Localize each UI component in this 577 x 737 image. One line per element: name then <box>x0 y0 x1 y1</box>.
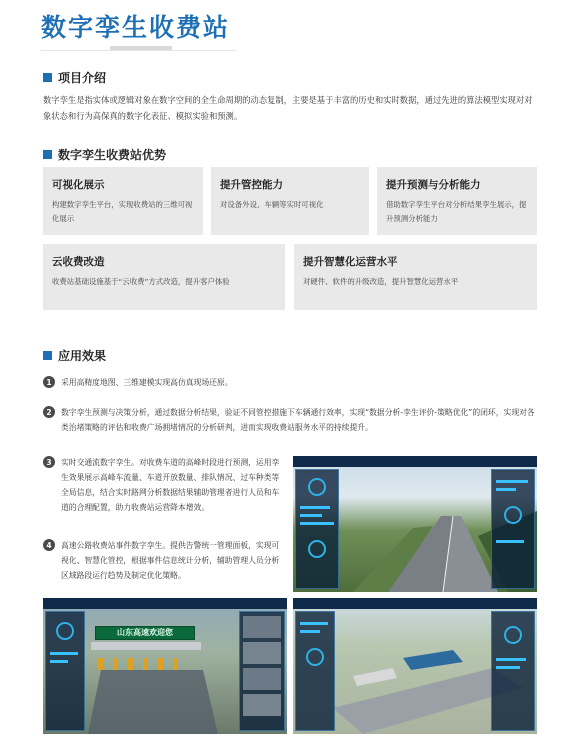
advantage-card-visualization <box>43 167 203 235</box>
left-data-panel <box>295 611 335 731</box>
stat-bar <box>496 540 524 543</box>
stat-bar <box>496 488 516 491</box>
stat-bar <box>300 622 328 625</box>
card-desc: 对硬件、软件的升级改造，提升智慧化运营水平 <box>303 277 459 286</box>
number-badge: 2 <box>43 406 55 418</box>
effect-text: 采用高精度地图、三维建模实现高仿真现场还原。 <box>61 378 233 387</box>
section-heading-advantages <box>43 146 166 163</box>
gauge-icon <box>306 648 324 666</box>
section-square-icon <box>43 351 52 360</box>
effect-item-3 <box>43 455 281 515</box>
left-data-panel <box>295 469 339 589</box>
section-square-icon <box>43 150 52 159</box>
effect-text: 高速公路收费站事件数字孪生。提供告警统一管理面板，实现可视化、智慧化管控，根据事件信息统计分析，辅助管理人员分析区域路段运行趋势及制定优化策略。 <box>61 541 280 580</box>
section-heading-text: 数字孪生收费站优势 <box>58 148 167 162</box>
camera-feed-thumbnail <box>243 694 281 716</box>
gauge-icon <box>308 540 326 558</box>
screenshot-toll-station-aerial <box>293 598 537 734</box>
number-badge: 3 <box>43 456 55 468</box>
card-title: 提升预测与分析能力 <box>386 179 481 191</box>
advantage-card-control <box>211 167 369 235</box>
card-title: 云收费改造 <box>52 256 105 268</box>
card-desc: 收费站基础设施基于“云收费”方式改造，提升客户体验 <box>52 277 230 286</box>
stat-bar <box>300 514 322 517</box>
advantage-card-cloud-toll <box>43 244 285 310</box>
card-desc: 对设备外设、车辆等实时可视化 <box>220 200 324 209</box>
right-data-panel <box>491 469 535 589</box>
card-title: 可视化展示 <box>52 179 105 191</box>
section-heading-effects <box>43 347 106 364</box>
effect-text: 数字孪生预测与决策分析，通过数据分析结果，验证不同管控措施下车辆通行效率，实现“数据分析-孪生评价-策略优化”的闭环，实现对各类治堵策略的评估和收费广场拥堵情况的分析研判，进而实现收费站服务水平的持续提升。 <box>61 408 535 432</box>
camera-feed-thumbnail <box>243 642 281 664</box>
card-desc: 借助数字孪生平台对分析结果孪生展示，提升预测分析能力 <box>386 200 527 223</box>
gauge-icon <box>504 506 522 524</box>
stat-bar <box>300 506 330 509</box>
stat-bar <box>300 630 320 633</box>
section-heading-text: 应用效果 <box>58 349 107 363</box>
toll-banner: 山东高速欢迎您 <box>95 626 195 640</box>
right-camera-panel <box>239 611 285 731</box>
camera-feed-thumbnail <box>243 668 281 690</box>
stat-bar <box>496 480 528 483</box>
right-data-panel <box>491 611 535 731</box>
advantage-card-smart-ops <box>294 244 537 310</box>
section-heading-text: 项目介绍 <box>58 71 107 85</box>
section-square-icon <box>43 73 52 82</box>
number-badge: 1 <box>43 376 55 388</box>
intro-paragraph: 数字孪生是指实体或逻辑对象在数字空间的全生命周期的动态复制，主要是基于丰富的历史和实时数据，通过先进的算法模型实现对对象状态和行为高保真的数字化表征、模拟实验和预测。 <box>43 95 533 121</box>
page-title: 数字孪生收费站 <box>41 13 231 42</box>
gauge-icon <box>504 626 522 644</box>
screenshot-highway-twin <box>293 456 537 592</box>
stat-bar <box>496 666 520 669</box>
section-heading-intro <box>43 69 106 86</box>
effect-text: 实时交通流数字孪生。对收费车道的高峰时段进行预测，运用孪生效果展示高峰车流量、车道开放数量、排队情况、过车种类等全局信息，结合实时路网分析数据结果辅助管理者进行人员和车道的合理配置，助力收费站运营降本增效。 <box>61 458 280 512</box>
screenshot-toll-plaza-twin <box>43 598 287 734</box>
stat-bar <box>496 658 526 661</box>
card-title: 提升管控能力 <box>220 179 283 191</box>
effect-item-4 <box>43 538 281 583</box>
gauge-icon <box>308 478 326 496</box>
card-desc: 构建数字孪生平台，实现收费站的三维可视化展示 <box>52 200 193 223</box>
stat-bar <box>300 522 334 525</box>
effect-item-1 <box>43 375 537 390</box>
advantage-card-prediction <box>377 167 537 235</box>
card-title: 提升智慧化运营水平 <box>303 256 398 268</box>
camera-feed-thumbnail <box>243 616 281 638</box>
title-divider <box>41 50 236 51</box>
effect-item-2 <box>43 405 537 435</box>
number-badge: 4 <box>43 539 55 551</box>
